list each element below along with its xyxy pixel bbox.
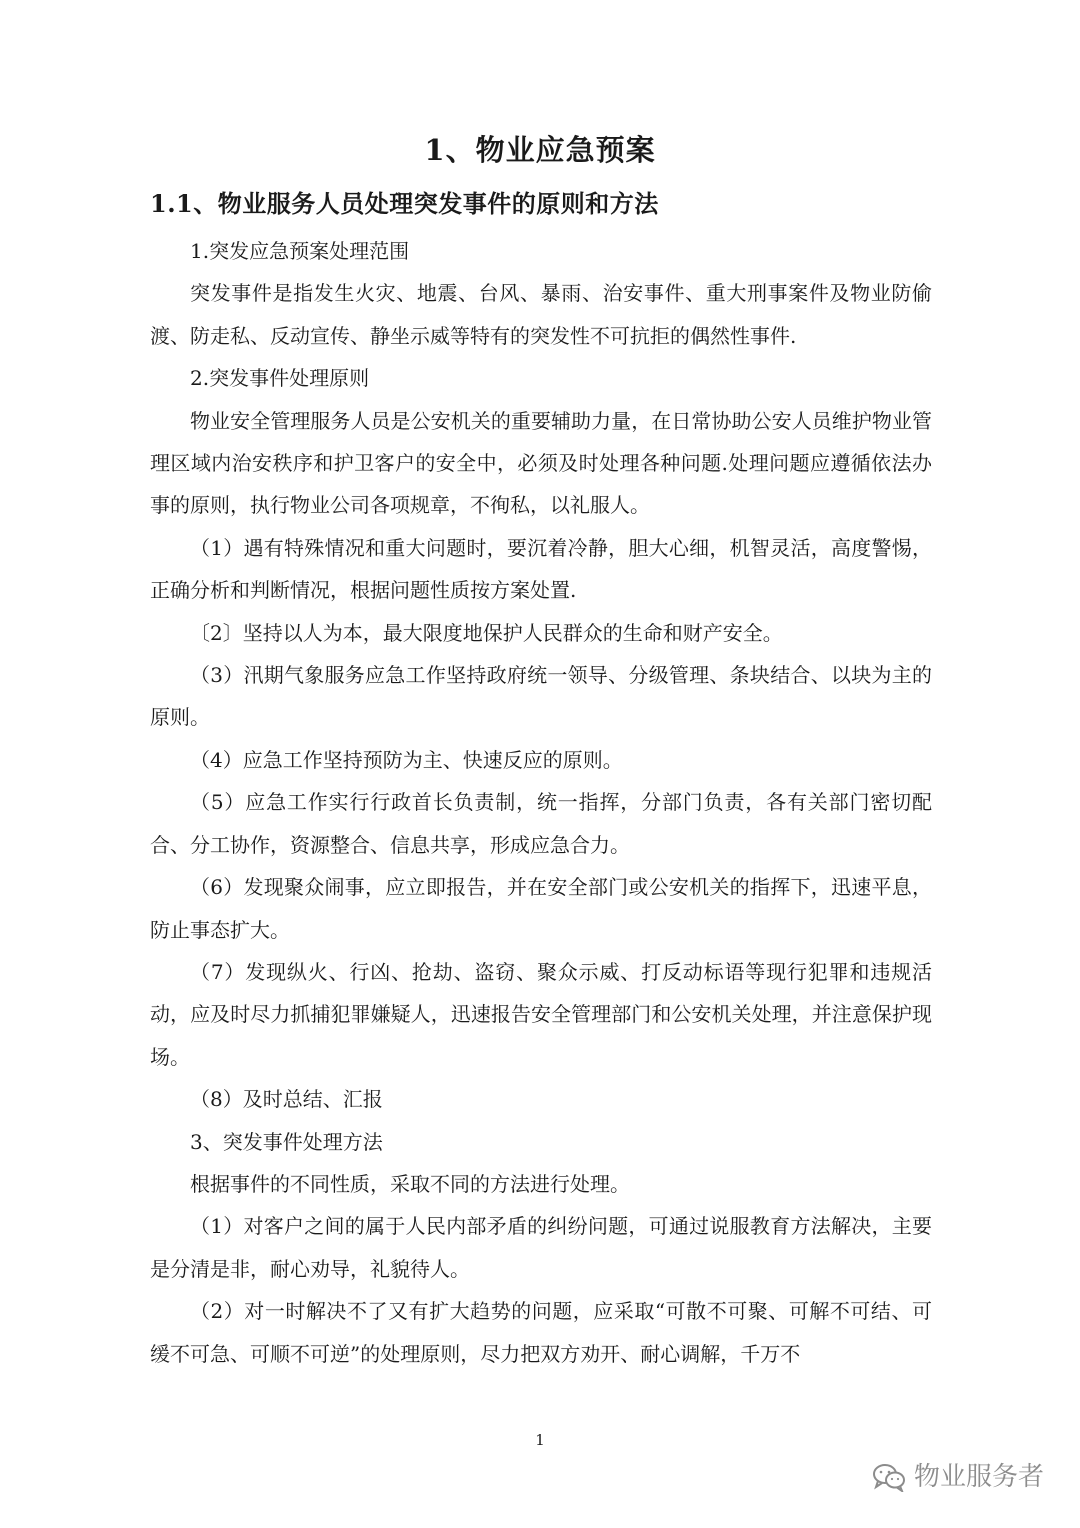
paragraph: （2）对一时解决不了又有扩大趋势的问题，应采取“可散不可聚、可解不可结、可缓不可急、可顺不可逆”的处理原则，尽力把双方劝开、耐心调解，千万不	[150, 1299, 932, 1366]
wechat-icon	[872, 1462, 906, 1492]
page-number: 1	[535, 1431, 545, 1449]
paragraph: 1.突发应急预案处理范围	[190, 239, 410, 263]
paragraph: 2.突发事件处理原则	[190, 366, 370, 391]
watermark	[872, 1460, 1044, 1494]
paragraph: 〔2〕坚持以人为本，最大限度地保护人民群众的生命和财产安全。	[190, 620, 783, 645]
paragraph: （1）遇有特殊情况和重大问题时，要沉着冷静，胆大心细，机智灵活，高度警惕，正确分析和判断情况，根据问题性质按方案处置.	[150, 535, 932, 603]
watermark-text: 物业服务者	[913, 1462, 1044, 1492]
paragraph: （5）应急工作实行行政首长负责制，统一指挥，分部门负责，各有关部门密切配合、分工协作，资源整合、信息共享，形成应急合力。	[150, 790, 932, 857]
section-heading: 1.1、物业服务人员处理突发事件的原则和方法	[150, 189, 659, 218]
paragraph: （8）及时总结、汇报	[190, 1087, 383, 1112]
paragraph: （1）对客户之间的属于人民内部矛盾的纠纷问题，可通过说服教育方法解决，主要是分清是非，耐心劝导，礼貌待人。	[150, 1214, 932, 1281]
document-body	[150, 230, 932, 1375]
paragraph: 突发事件是指发生火灾、地震、台风、暴雨、治安事件、重大刑事案件及物业防偷渡、防走私、反动宣传、静坐示威等特有的突发性不可抗拒的偶然性事件.	[150, 281, 932, 348]
paragraph: 物业安全管理服务人员是公安机关的重要辅助力量，在日常协助公安人员维护物业管理区域内治安秩序和护卫客户的安全中，必须及时处理各种问题.处理问题应遵循依法办事的原则，执行物业公司各项规章，不徇私，以礼服人。	[150, 408, 932, 518]
paragraph: （7）发现纵火、行凶、抢劫、盗窃、聚众示威、打反动标语等现行犯罪和违规活动，应及时尽力抓捕犯罪嫌疑人，迅速报告安全管理部门和公安机关处理，并注意保护现场。	[150, 959, 932, 1069]
paragraph: （6）发现聚众闹事，应立即报告，并在安全部门或公安机关的指挥下，迅速平息，防止事态扩大。	[150, 875, 932, 942]
paragraph: 根据事件的不同性质，采取不同的方法进行处理。	[190, 1171, 630, 1196]
paragraph: 3、突发事件处理方法	[190, 1129, 383, 1154]
document-title: 1、物业应急预案	[424, 133, 656, 167]
paragraph: （4）应急工作坚持预防为主、快速反应的原则。	[190, 747, 623, 772]
paragraph: （3）汛期气象服务应急工作坚持政府统一领导、分级管理、条块结合、以块为主的原则。	[150, 663, 932, 730]
